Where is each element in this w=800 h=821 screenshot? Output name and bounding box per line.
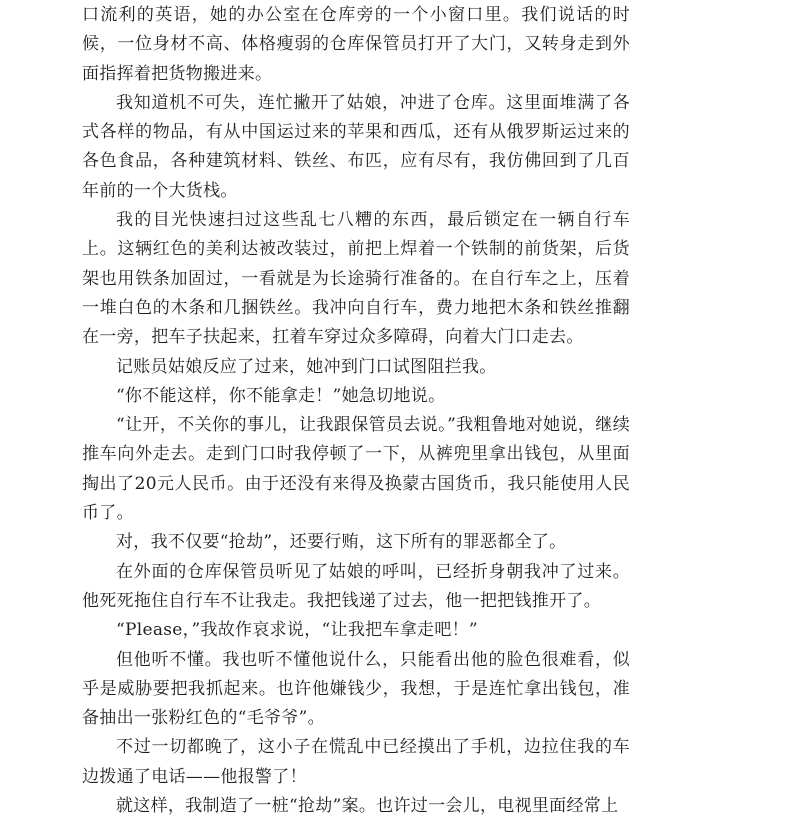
paragraph-10: 但他听不懂。我也听不懂他说什么，只能看出他的脸色很难看，似乎是威胁要把我抓起来。也许他嫌钱少，我想，于是连忙拿出钱包，准备抽出一张粉红色的“毛爷爷”。 [82,649,630,729]
document-page [82,0,630,821]
paragraph-6: “让开，不关你的事儿，让我跟保管员去说。”我粗鲁地对她说，继续推车向外走去。走到门口时我停顿了一下，从裤兜里拿出钱包，从里面掏出了20元人民币。由于还没有来得及换蒙古国货币，我只能使用人民币了。 [82,415,630,524]
paragraph-12: 就这样，我制造了一桩“抢劫”案。也许过一会儿，电视里面经常上 [116,796,619,817]
paragraph-5: “你不能这样，你不能拿走！”她急切地说。 [116,385,446,406]
paragraph-3: 我的目光快速扫过这些乱七八糟的东西，最后锁定在一辆自行车上。这辆红色的美利达被改装过，前把上焊着一个铁制的前货架，后货架也用铁条加固过，一看就是为长途骑行准备的。在自行车之上，压着一堆白色的木条和几捆铁丝。我冲向自行车，费力地把木条和铁丝推翻在一旁，把车子扶起来，扛着车穿过众多障碍，向着大门口走去。 [82,210,630,348]
paragraph-7: 对，我不仅要“抢劫”，还要行贿，这下所有的罪恶都全了。 [116,532,567,553]
paragraph-2: 我知道机不可失，连忙撇开了姑娘，冲进了仓库。这里面堆满了各式各样的物品，有从中国运过来的苹果和西瓜，还有从俄罗斯运过来的各色食品，各种建筑材料、铁丝、布匹，应有尽有，我仿佛回到了几百年前的一个大货栈。 [82,92,630,201]
paragraph-4: 记账员姑娘反应了过来，她冲到门口试图阻拦我。 [116,356,497,377]
paragraph-8: 在外面的仓库保管员听见了姑娘的呼叫，已经折身朝我冲了过来。他死死拖住自行车不让我走。我把钱递了过去，他一把把钱推开了。 [82,561,630,611]
paragraph-11: 不过一切都晚了，这小子在慌乱中已经摸出了手机，边拉住我的车边拨通了电话——他报警了！ [82,737,630,787]
paragraph-1: 口流利的英语，她的办公室在仓库旁的一个小窗口里。我们说话的时候，一位身材不高、体格瘦弱的仓库保管员打开了大门，又转身走到外面指挥着把货物搬进来。 [82,5,630,84]
paragraph-9: “Please，”我故作哀求说，“让我把车拿走吧！” [116,620,478,641]
